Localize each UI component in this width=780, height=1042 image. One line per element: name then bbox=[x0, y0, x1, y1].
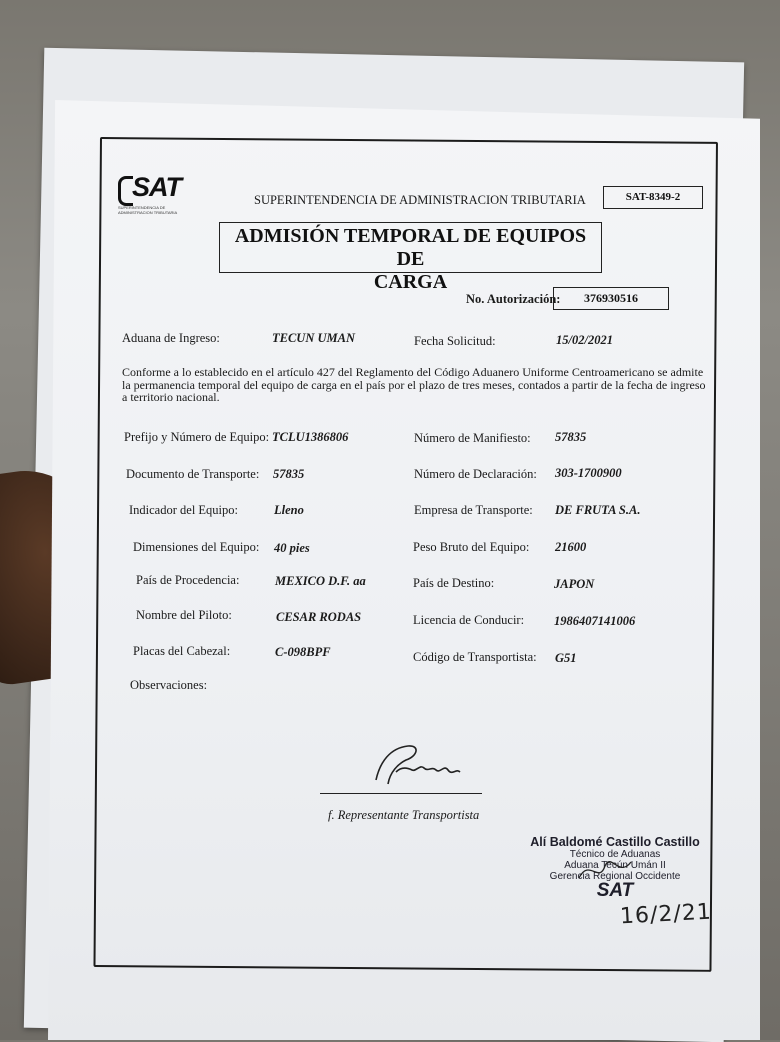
stamp-line3: Gerencia Regional Occidente bbox=[549, 871, 681, 882]
indicador-label: Indicador del Equipo: bbox=[129, 503, 238, 517]
declaracion-label: Número de Declaración: bbox=[414, 467, 537, 481]
piloto-value: CESAR RODAS bbox=[276, 610, 362, 624]
sat-logo-subtitle: SUPERINTENDENCIA DE ADMINISTRACION TRIBUTARIA bbox=[118, 205, 178, 215]
dimensiones-label: Dimensiones del Equipo: bbox=[133, 540, 260, 554]
dimensiones-value: 40 pies bbox=[274, 541, 310, 555]
sat-logo-mark-icon bbox=[118, 176, 133, 206]
sat-logo bbox=[118, 172, 200, 214]
piloto-label: Nombre del Piloto: bbox=[136, 608, 232, 622]
transportista-label: Código de Transportista: bbox=[413, 650, 537, 664]
sat-logo-text: SAT bbox=[132, 172, 181, 202]
aduana-label: Aduana de Ingreso: bbox=[122, 331, 220, 345]
empresa-value: DE FRUTA S.A. bbox=[555, 503, 641, 517]
procedencia-label: País de Procedencia: bbox=[136, 573, 240, 587]
observaciones-label: Observaciones: bbox=[130, 678, 208, 692]
signature-caption: f. Representante Transportista bbox=[328, 808, 480, 822]
peso-value: 21600 bbox=[555, 540, 587, 554]
authorization-label: No. Autorización: bbox=[466, 292, 561, 306]
transportista-signature bbox=[368, 742, 478, 792]
empresa-label: Empresa de Transporte: bbox=[414, 503, 533, 517]
procedencia-value: MEXICO D.F. aa bbox=[275, 574, 366, 588]
licencia-label: Licencia de Conducir: bbox=[413, 613, 525, 627]
licencia-value: 1986407141006 bbox=[554, 614, 636, 628]
placas-label: Placas del Cabezal: bbox=[133, 644, 231, 658]
authorization-number: 376930516 bbox=[553, 287, 669, 310]
documento-label: Documento de Transporte: bbox=[126, 467, 260, 481]
form-title bbox=[219, 222, 602, 293]
placas-value: C-098BPF bbox=[275, 645, 331, 659]
signature-line bbox=[320, 793, 482, 794]
fecha-label: Fecha Solicitud: bbox=[414, 334, 496, 348]
peso-label: Peso Bruto del Equipo: bbox=[413, 540, 530, 554]
form-title-line1: ADMISIÓN TEMPORAL DE EQUIPOS DE bbox=[234, 225, 587, 270]
prefijo-label: Prefijo y Número de Equipo: bbox=[124, 430, 270, 444]
transportista-value: G51 bbox=[555, 651, 577, 665]
stamp-sat-logo: SAT bbox=[596, 880, 634, 901]
manifiesto-value: 57835 bbox=[555, 430, 587, 444]
aduana-value: TECUN UMAN bbox=[272, 331, 355, 345]
form-code: SAT-8349-2 bbox=[603, 186, 703, 209]
agency-name: SUPERINTENDENCIA DE ADMINISTRACION TRIBUTARIA bbox=[254, 193, 586, 207]
declaracion-value: 303-1700900 bbox=[555, 466, 622, 480]
documento-value: 57835 bbox=[273, 467, 305, 481]
stamp-line1: Técnico de Aduanas bbox=[569, 849, 661, 860]
legal-paragraph: Conforme a lo establecido en el artículo 427 del Reglamento del Código Aduanero Uniforme Centroamericano se admite la permanencia temporal del equipo de carga en el país por el plazo de tres meses, contados a partir de la fecha de ingreso a territorio nacional. bbox=[122, 365, 706, 404]
stamp-scribble-icon bbox=[575, 848, 635, 888]
manifiesto-label: Número de Manifiesto: bbox=[414, 431, 531, 445]
destino-label: País de Destino: bbox=[413, 576, 495, 590]
destino-value: JAPON bbox=[554, 577, 595, 591]
form-title-line2: CARGA bbox=[373, 271, 448, 293]
stamp-name: Alí Baldomé Castillo Castillo bbox=[530, 835, 700, 849]
indicador-value: Lleno bbox=[274, 503, 304, 517]
stamp-line2: Aduana Tecún Umán II bbox=[564, 860, 666, 871]
fecha-value: 15/02/2021 bbox=[556, 333, 613, 347]
prefijo-value: TCLU1386806 bbox=[272, 430, 349, 444]
handwritten-date: 16/2/21 bbox=[619, 899, 713, 930]
